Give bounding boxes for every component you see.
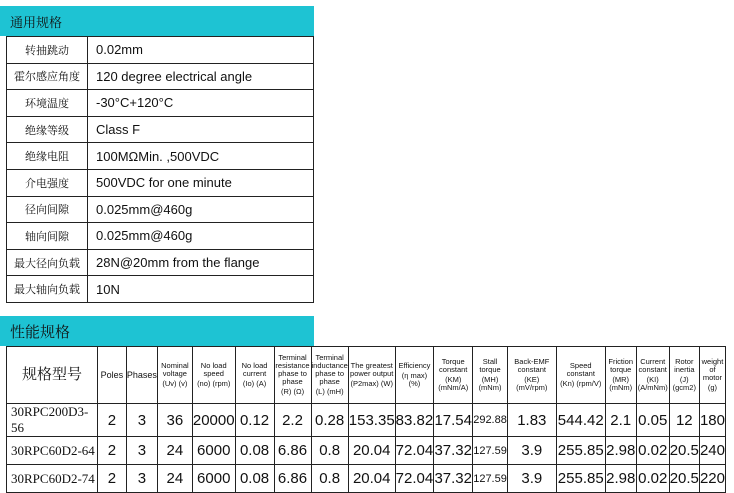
table-cell: 20.5 bbox=[669, 465, 699, 493]
table-cell: 3 bbox=[126, 404, 157, 437]
column-header bbox=[235, 347, 274, 404]
column-header bbox=[395, 347, 434, 404]
general-spec-banner bbox=[0, 6, 314, 36]
spec-row bbox=[7, 249, 314, 276]
column-header-name: Terminal resistance phase to phase bbox=[275, 353, 310, 386]
table-cell: 36 bbox=[157, 404, 192, 437]
table-row bbox=[7, 437, 726, 465]
column-header bbox=[434, 347, 473, 404]
spec-label: 霍尔感应角度 bbox=[7, 63, 88, 90]
table-cell: 2.98 bbox=[605, 465, 636, 493]
table-cell: 2.1 bbox=[605, 404, 636, 437]
table-cell: 544.42 bbox=[556, 404, 605, 437]
column-header bbox=[507, 347, 556, 404]
column-header bbox=[274, 347, 311, 404]
table-cell: 6.86 bbox=[274, 437, 311, 465]
table-cell: 0.08 bbox=[235, 437, 274, 465]
spec-label: 轴向间隙 bbox=[7, 223, 88, 250]
spec-row bbox=[7, 63, 314, 90]
table-row bbox=[7, 465, 726, 493]
table-cell: 6.86 bbox=[274, 465, 311, 493]
table-cell: 2 bbox=[97, 404, 126, 437]
column-header bbox=[7, 347, 98, 404]
table-cell: 20000 bbox=[192, 404, 235, 437]
spec-value: 0.025mm@460g bbox=[88, 223, 314, 250]
spec-value: 500VDC for one minute bbox=[88, 169, 314, 196]
table-cell: 12 bbox=[669, 404, 699, 437]
column-header bbox=[192, 347, 235, 404]
table-cell: 30RPC60D2-64 bbox=[7, 437, 98, 465]
column-header bbox=[556, 347, 605, 404]
table-cell: 0.8 bbox=[311, 465, 348, 493]
table-row bbox=[7, 404, 726, 437]
column-header-unit: (MR) (mNm) bbox=[609, 375, 633, 392]
table-cell: 153.35 bbox=[348, 404, 395, 437]
spec-value: 0.025mm@460g bbox=[88, 196, 314, 223]
column-header-name: Back-EMF constant bbox=[514, 357, 550, 374]
table-cell: 0.02 bbox=[636, 465, 669, 493]
column-header-name: Current constant bbox=[638, 357, 667, 374]
spec-label: 最大径向负载 bbox=[7, 249, 88, 276]
table-cell: 2 bbox=[97, 465, 126, 493]
spec-row bbox=[7, 196, 314, 223]
table-cell: 3.9 bbox=[507, 437, 556, 465]
spec-row bbox=[7, 169, 314, 196]
column-header-unit: (KE) (mV/rpm) bbox=[516, 375, 548, 392]
table-cell: 37.32 bbox=[434, 465, 473, 493]
column-header bbox=[97, 347, 126, 404]
column-header-unit: (KI) (A/mNm) bbox=[637, 375, 668, 392]
table-cell: 127.59 bbox=[473, 465, 508, 493]
spec-label: 转抽跳动 bbox=[7, 37, 88, 64]
spec-value: 10N bbox=[88, 276, 314, 303]
table-cell: 1.83 bbox=[507, 404, 556, 437]
table-cell: 127.59 bbox=[473, 437, 508, 465]
column-header-unit: (Io) (A) bbox=[242, 379, 267, 388]
spec-row bbox=[7, 116, 314, 143]
performance-spec-title: 性能规格 bbox=[10, 322, 71, 341]
table-cell: 3 bbox=[126, 465, 157, 493]
table-cell: 180 bbox=[699, 404, 725, 437]
table-cell: 72.04 bbox=[395, 437, 434, 465]
performance-spec-banner bbox=[0, 316, 314, 346]
column-header bbox=[311, 347, 348, 404]
performance-spec-table bbox=[6, 346, 726, 493]
column-header-name: No load speed bbox=[200, 361, 227, 378]
spec-label: 径向间隙 bbox=[7, 196, 88, 223]
table-cell: 240 bbox=[699, 437, 725, 465]
table-cell: 0.28 bbox=[311, 404, 348, 437]
column-header-unit: (Uv) (v) bbox=[162, 379, 188, 388]
column-header-unit: (g) bbox=[707, 383, 718, 392]
column-header-name: No load current bbox=[241, 361, 268, 378]
column-header-unit: (J) (gcm2) bbox=[672, 375, 696, 392]
spec-label: 介电强度 bbox=[7, 169, 88, 196]
column-header-name: Friction torque bbox=[608, 357, 634, 374]
column-header-name: Nominal voltage bbox=[161, 361, 189, 378]
table-header-row bbox=[7, 347, 726, 404]
table-cell: 20.5 bbox=[669, 437, 699, 465]
spec-value: 0.02mm bbox=[88, 37, 314, 64]
spec-row bbox=[7, 37, 314, 64]
spec-row bbox=[7, 143, 314, 170]
table-cell: 0.05 bbox=[636, 404, 669, 437]
spec-value: Class F bbox=[88, 116, 314, 143]
general-spec-table bbox=[6, 36, 314, 303]
spec-label: 绝缘电阻 bbox=[7, 143, 88, 170]
table-cell: 0.12 bbox=[235, 404, 274, 437]
table-cell: 20.04 bbox=[348, 465, 395, 493]
column-header-name: Phases bbox=[126, 370, 157, 380]
column-header bbox=[126, 347, 157, 404]
table-cell: 220 bbox=[699, 465, 725, 493]
column-header-name: Terminal inductance phase to phase bbox=[311, 353, 348, 386]
column-header bbox=[636, 347, 669, 404]
table-cell: 2 bbox=[97, 437, 126, 465]
column-header-unit: (R) (Ω) bbox=[280, 387, 305, 396]
spec-value: 100MΩMin. ,500VDC bbox=[88, 143, 314, 170]
column-header bbox=[473, 347, 508, 404]
table-cell: 17.54 bbox=[434, 404, 473, 437]
table-cell: 0.02 bbox=[636, 437, 669, 465]
spec-label: 环境温度 bbox=[7, 90, 88, 117]
column-header-name: Speed constant bbox=[566, 361, 595, 378]
column-header-name: Torque constant bbox=[439, 357, 468, 374]
column-header bbox=[157, 347, 192, 404]
table-cell: 2.98 bbox=[605, 437, 636, 465]
column-header-unit: (KM) (mNm/A) bbox=[438, 375, 469, 392]
table-cell: 20.04 bbox=[348, 437, 395, 465]
table-cell: 30RPC200D3-56 bbox=[7, 404, 98, 437]
spec-value: -30°C+120°C bbox=[88, 90, 314, 117]
column-header-name: The greatest power output bbox=[350, 361, 394, 378]
table-cell: 37.32 bbox=[434, 437, 473, 465]
spec-label: 绝缘等级 bbox=[7, 116, 88, 143]
column-header-name: Stall torque bbox=[479, 357, 501, 374]
spec-value: 120 degree electrical angle bbox=[88, 63, 314, 90]
table-cell: 83.82 bbox=[395, 404, 434, 437]
column-header bbox=[669, 347, 699, 404]
table-cell: 255.85 bbox=[556, 437, 605, 465]
column-header-name: 规格型号 bbox=[21, 366, 82, 383]
table-cell: 24 bbox=[157, 437, 192, 465]
column-header-unit: (L) (mH) bbox=[315, 387, 344, 396]
table-cell: 72.04 bbox=[395, 465, 434, 493]
table-cell: 0.08 bbox=[235, 465, 274, 493]
table-cell: 3.9 bbox=[507, 465, 556, 493]
table-cell: 2.2 bbox=[274, 404, 311, 437]
column-header-name: Rotor inertia bbox=[674, 357, 695, 374]
column-header bbox=[605, 347, 636, 404]
column-header bbox=[348, 347, 395, 404]
spec-label: 最大轴向负载 bbox=[7, 276, 88, 303]
column-header-name: Efficiency bbox=[398, 361, 431, 370]
column-header-unit: (Kn) (rpm/V) bbox=[560, 379, 602, 388]
column-header-unit: (no) (rpm) bbox=[197, 379, 231, 388]
column-header-unit: (MH) (mNm) bbox=[478, 375, 502, 392]
table-cell: 292.88 bbox=[473, 404, 508, 437]
column-header-name: Poles bbox=[100, 370, 124, 380]
table-cell: 24 bbox=[157, 465, 192, 493]
general-spec-title: 通用规格 bbox=[10, 15, 63, 31]
column-header-unit: (P2max) (W) bbox=[350, 379, 393, 388]
table-cell: 6000 bbox=[192, 437, 235, 465]
table-cell: 255.85 bbox=[556, 465, 605, 493]
column-header-unit: (η max) (%) bbox=[401, 371, 428, 388]
spec-value: 28N@20mm from the flange bbox=[88, 249, 314, 276]
table-cell: 3 bbox=[126, 437, 157, 465]
table-cell: 30RPC60D2-74 bbox=[7, 465, 98, 493]
table-cell: 0.8 bbox=[311, 437, 348, 465]
column-header bbox=[699, 347, 725, 404]
column-header-name: weight of motor bbox=[701, 357, 724, 382]
spec-row bbox=[7, 276, 314, 303]
spec-row bbox=[7, 223, 314, 250]
table-cell: 6000 bbox=[192, 465, 235, 493]
spec-row bbox=[7, 90, 314, 117]
